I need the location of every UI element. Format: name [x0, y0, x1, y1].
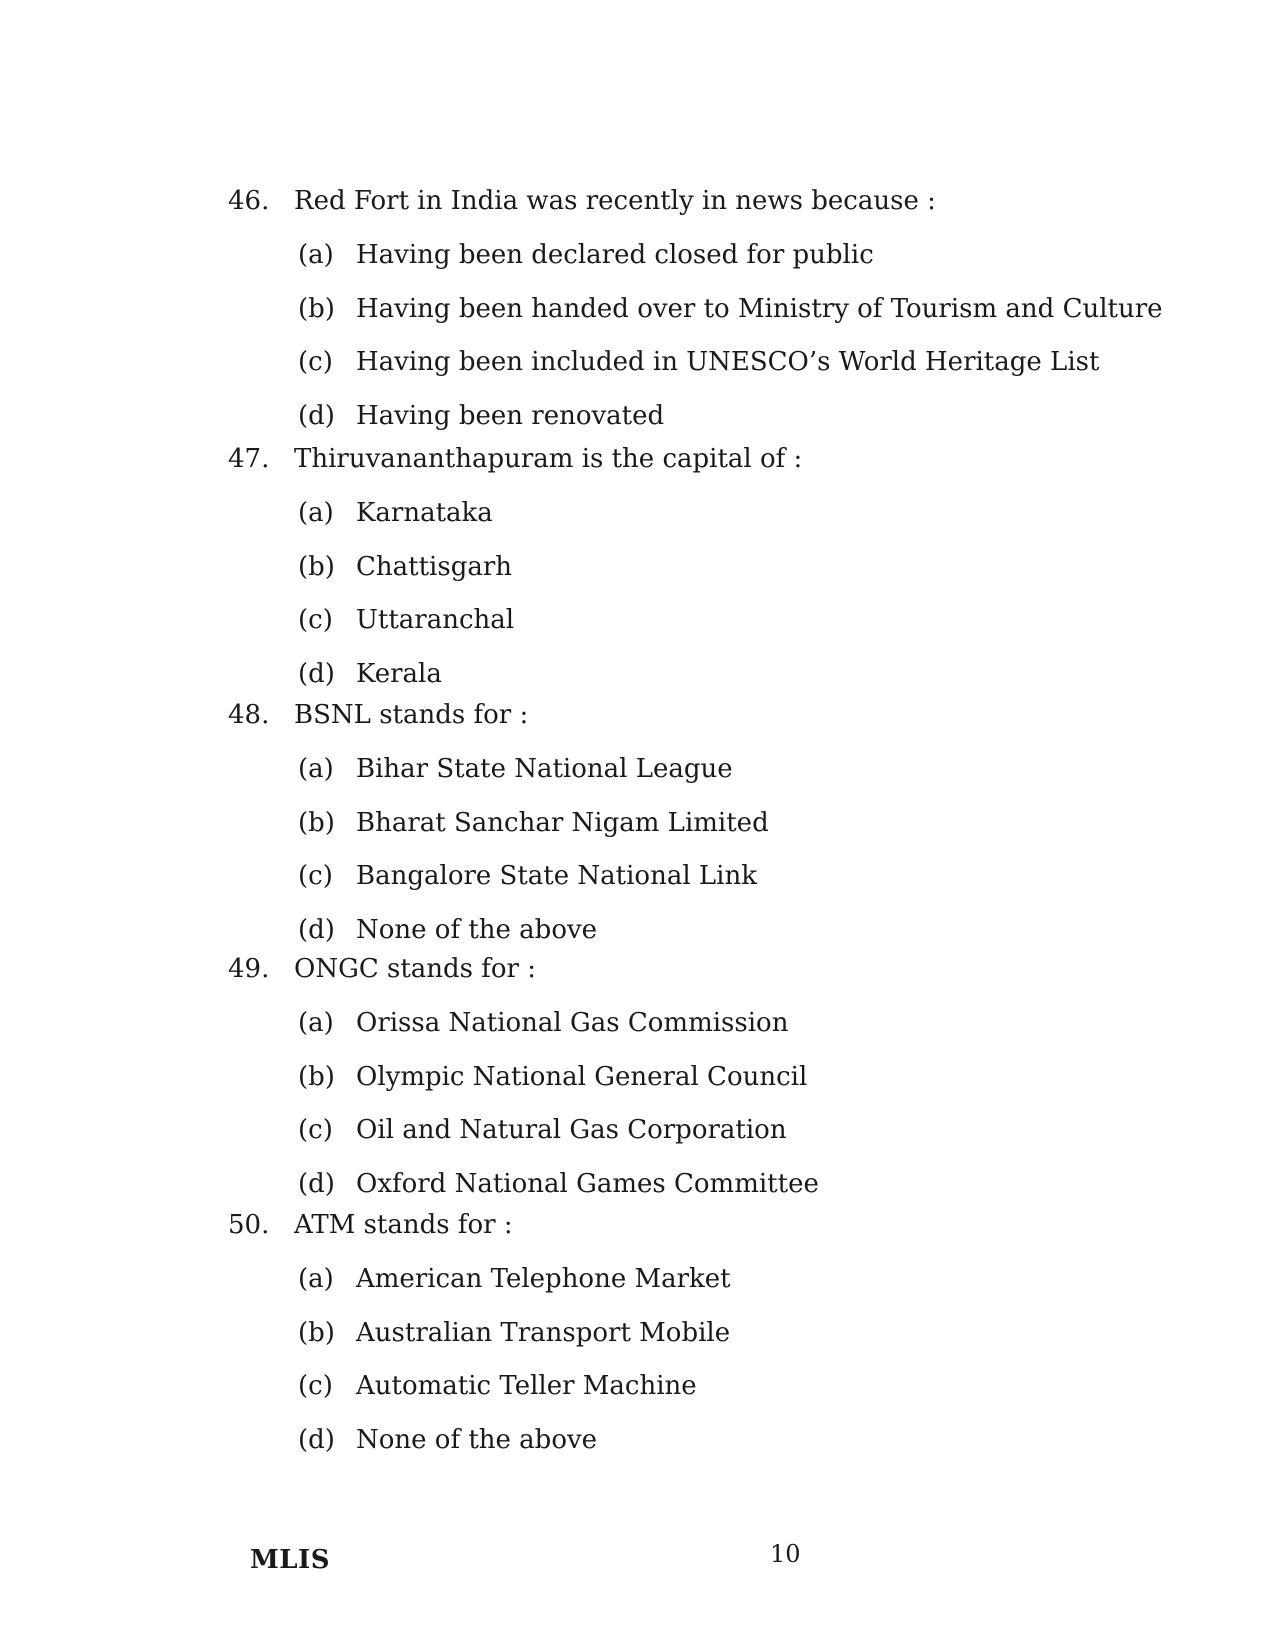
question-stem [228, 184, 1208, 238]
option-c [298, 859, 1208, 913]
option-label: (b) [298, 551, 335, 582]
option-label: (a) [298, 498, 334, 528]
question-number: 49. [228, 954, 270, 984]
option-a [298, 238, 1208, 292]
option-text: Olympic National General Council [356, 1061, 808, 1092]
question-50 [228, 1208, 1208, 1476]
question-number: 50. [228, 1210, 270, 1240]
option-text: Having been renovated [356, 400, 665, 431]
option-label: (d) [298, 400, 335, 431]
option-label: (a) [298, 1264, 334, 1294]
option-a [298, 496, 1208, 550]
option-text: Having been declared closed for public [356, 240, 874, 270]
option-b [298, 806, 1208, 860]
option-text: Uttaranchal [356, 605, 515, 635]
option-label: (a) [298, 1008, 334, 1038]
option-b [298, 1316, 1208, 1370]
question-stem [228, 442, 1208, 496]
option-text: Bharat Sanchar Nigam Limited [356, 807, 769, 838]
question-stem [228, 1208, 1208, 1262]
question-number: 46. [228, 186, 270, 216]
option-text: Australian Transport Mobile [356, 1317, 731, 1348]
option-text: Orissa National Gas Commission [356, 1008, 789, 1038]
option-d [298, 1423, 1208, 1477]
option-label: (a) [298, 240, 334, 270]
option-a [298, 1006, 1208, 1060]
question-46 [228, 184, 1208, 452]
question-number: 47. [228, 444, 270, 474]
option-text: Having been handed over to Ministry of Tourism and Culture [356, 293, 1163, 324]
question-text: ONGC stands for : [294, 954, 537, 984]
option-text: American Telephone Market [356, 1264, 731, 1294]
question-text: Thiruvananthapuram is the capital of : [294, 444, 803, 474]
option-label: (b) [298, 1061, 335, 1092]
option-c [298, 603, 1208, 657]
option-label: (c) [298, 1371, 333, 1401]
option-text: Bihar State National League [356, 754, 733, 784]
option-label: (b) [298, 293, 335, 324]
option-text: Oil and Natural Gas Corporation [356, 1115, 787, 1145]
option-label: (a) [298, 754, 334, 784]
option-c [298, 1113, 1208, 1167]
option-text: Karnataka [356, 498, 493, 528]
option-c [298, 345, 1208, 399]
option-b [298, 292, 1208, 346]
option-b [298, 1060, 1208, 1114]
option-text: Oxford National Games Committee [356, 1168, 819, 1199]
option-label: (c) [298, 861, 333, 891]
option-label: (d) [298, 1168, 335, 1199]
option-text: None of the above [356, 914, 598, 945]
option-b [298, 550, 1208, 604]
option-text: None of the above [356, 1424, 598, 1455]
option-label: (d) [298, 1424, 335, 1455]
option-label: (d) [298, 658, 335, 689]
question-stem [228, 952, 1208, 1006]
option-text: Bangalore State National Link [356, 861, 757, 891]
question-48 [228, 698, 1208, 966]
option-a [298, 752, 1208, 806]
option-text: Automatic Teller Machine [356, 1371, 697, 1401]
option-text: Chattisgarh [356, 551, 513, 582]
page-number: 10 [770, 1540, 801, 1568]
question-47 [228, 442, 1208, 710]
question-number: 48. [228, 700, 270, 730]
question-text: Red Fort in India was recently in news because : [294, 186, 936, 216]
option-text: Kerala [356, 658, 442, 689]
option-label: (b) [298, 1317, 335, 1348]
option-a [298, 1262, 1208, 1316]
option-label: (c) [298, 347, 333, 377]
option-text: Having been included in UNESCO’s World Heritage List [356, 347, 1100, 377]
option-label: (c) [298, 1115, 333, 1145]
option-label: (c) [298, 605, 333, 635]
question-text: ATM stands for : [294, 1210, 513, 1240]
option-c [298, 1369, 1208, 1423]
footer-course-code: MLIS [250, 1545, 330, 1575]
option-label: (b) [298, 807, 335, 838]
question-stem [228, 698, 1208, 752]
option-label: (d) [298, 914, 335, 945]
question-49 [228, 952, 1208, 1220]
question-text: BSNL stands for : [294, 700, 529, 730]
